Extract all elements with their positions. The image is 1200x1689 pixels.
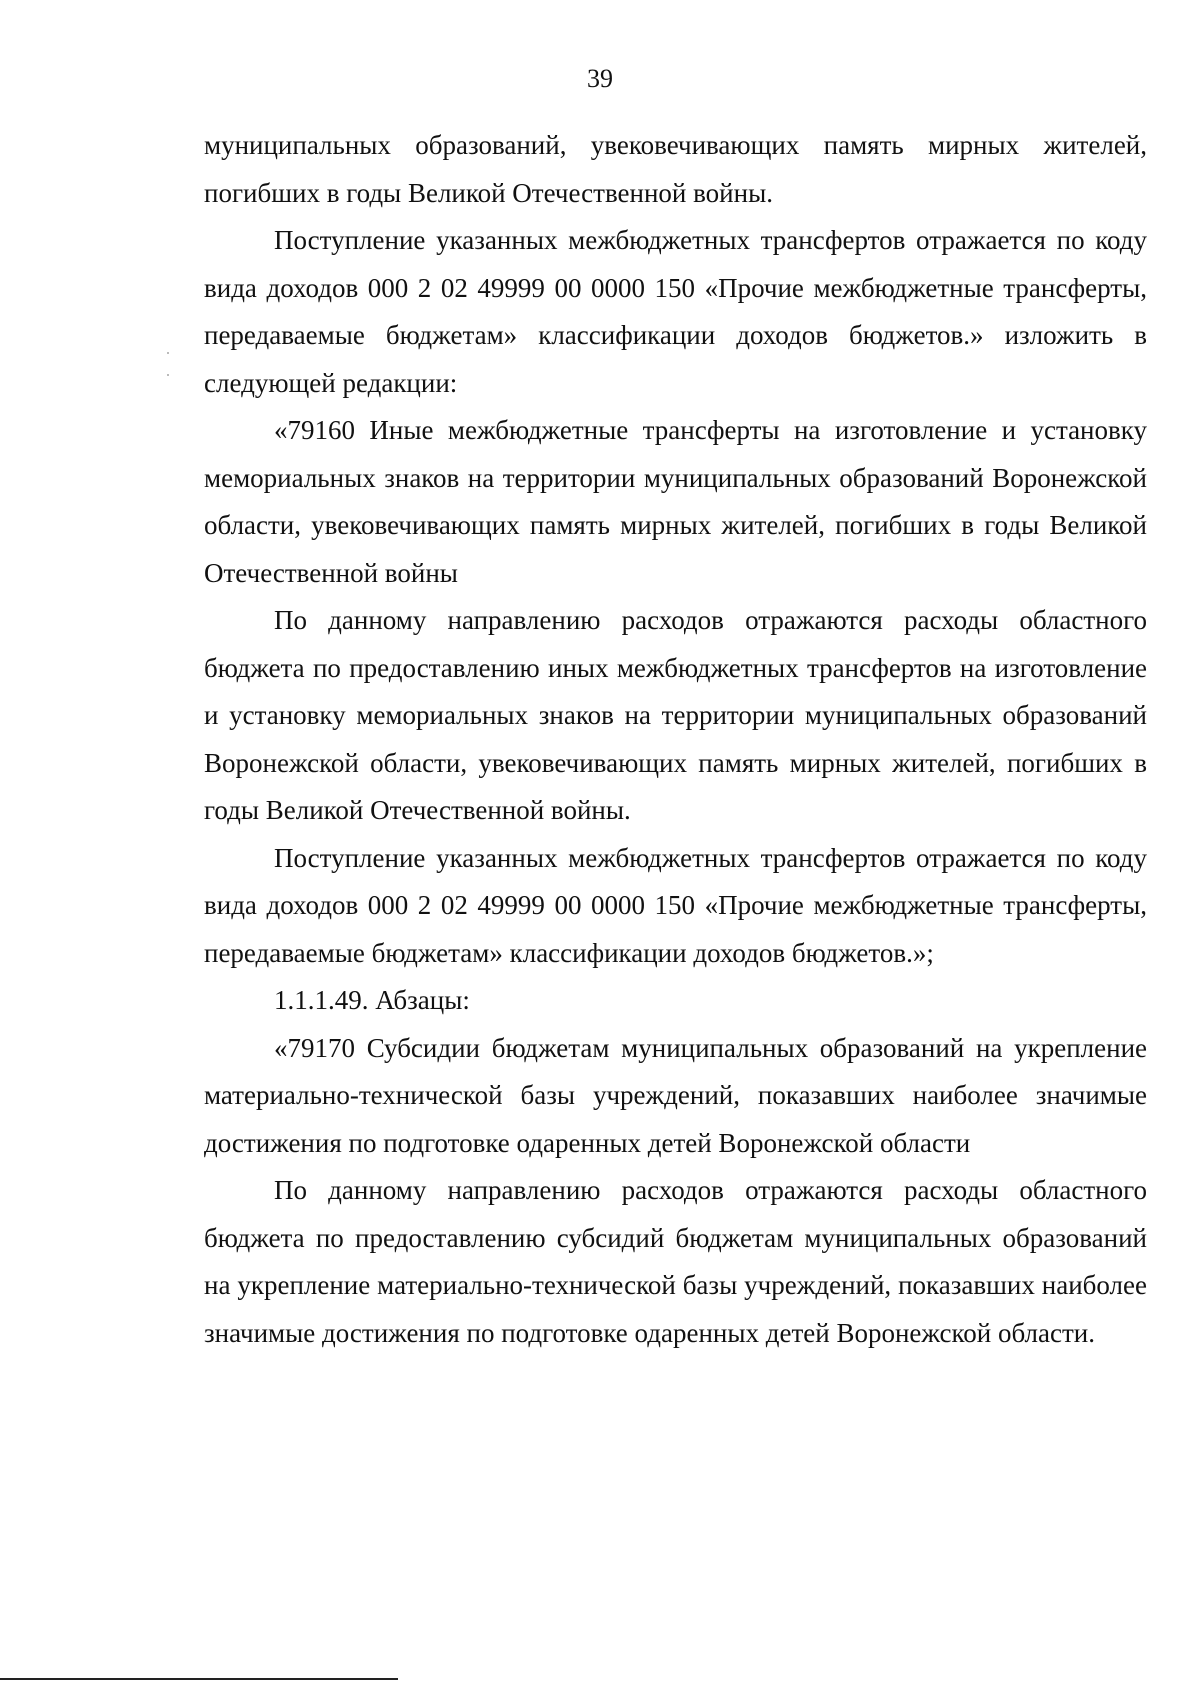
paragraph-1: муниципальных образований, увековечивающих память мирных жителей, погибших в годы Великой Отечественной войны.: [204, 130, 1147, 208]
paragraph-3: «79160 Иные межбюджетные трансферты на изготовление и установку мемориальных знаков на территории муниципальных образований Воронежской области, увековечивающих память мирных жителей, погибших в годы Великой Отечественной войны: [204, 415, 1147, 588]
footer-rule: [0, 1678, 398, 1680]
paragraph-5: Поступление указанных межбюджетных трансфертов отражается по коду вида доходов 000 2 02 49999 00 0000 150 «Прочие межбюджетные трансферты, передаваемые бюджетам» классификации доходов бюджетов.»;: [204, 842, 1147, 968]
paragraph-2: Поступление указанных межбюджетных трансфертов отражается по коду вида доходов 000 2 02 49999 00 0000 150 «Прочие межбюджетные трансферты, передаваемые бюджетам» классификации доходов бюджетов.» изложить в следующей редакции:: [204, 225, 1147, 398]
paragraph-6: 1.1.1.49. Абзацы:: [274, 985, 470, 1015]
page-number: 39: [587, 64, 613, 93]
scan-speck: [167, 352, 169, 354]
paragraph-4: По данному направлению расходов отражаются расходы областного бюджета по предоставлению иных межбюджетных трансфертов на изготовление и установку мемориальных знаков на территории муниципальных образований Воронежской области, увековечивающих память мирных жителей, погибших в годы Великой Отечественной войны.: [204, 605, 1147, 825]
document-body: [204, 122, 1147, 1357]
paragraph-7: «79170 Субсидии бюджетам муниципальных образований на укрепление материально-технической базы учреждений, показавших наиболее значимые достижения по подготовке одаренных детей Воронежской области: [204, 1032, 1147, 1158]
scan-speck: [167, 374, 169, 376]
paragraph-8: По данному направлению расходов отражаются расходы областного бюджета по предоставлению субсидий бюджетам муниципальных образований на укрепление материально-технической базы учреждений, показавших наиболее значимые достижения по подготовке одаренных детей Воронежской области.: [204, 1175, 1147, 1348]
